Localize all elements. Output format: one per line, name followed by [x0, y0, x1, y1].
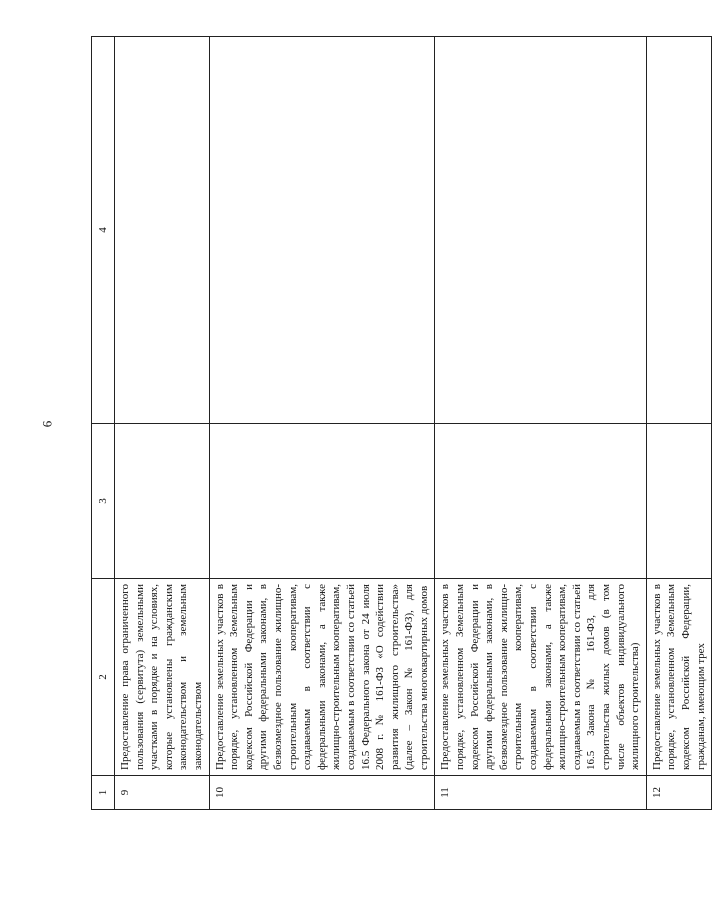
- header-col-2: 2: [92, 579, 115, 776]
- row-number: 10: [209, 776, 435, 810]
- cell-col-3: [646, 424, 711, 579]
- service-description: Предоставление земельных участков в порядке, установленном Земельным кодексом Российской Федерации и другими федеральными законами, в безвозмездное пользование жилищно-строительным кооперативам, создаваемым в соответствии с федеральными законами, а также жилищно-строительным кооперативам, создаваемым в соответствии со статьей 16.5 Федерального закона от 24 июля 2008 г. № 161-ФЗ «О содействии развития жилищного строительства» (далее – Закон № 161-ФЗ), для строительства многоквартирных домов: [209, 579, 435, 776]
- document-table-container: [91, 37, 707, 810]
- cell-col-3: [435, 424, 646, 579]
- row-number: 12: [646, 776, 711, 810]
- table-row: [115, 37, 210, 810]
- service-description: Предоставление земельных участков в порядке, установленном Земельным кодексом Российской Федерации и другими федеральными законами, в безвозмездное пользование жилищно-строительным кооперативам, создаваемым в соответствии с федеральными законами, а также жилищно-строительным кооперативам, создаваемым в соответствии со статьей 16.5 Закона № 161-ФЗ, для строительства жилых домов (в том числе объектов индивидуального жилищного строительства): [435, 579, 646, 776]
- cell-col-4: [209, 37, 435, 424]
- table-row: [209, 37, 435, 810]
- row-number: 9: [115, 776, 210, 810]
- cell-col-4: [646, 37, 711, 424]
- cell-col-4: [115, 37, 210, 424]
- rotated-table-frame: [91, 37, 707, 810]
- page-number: 6: [39, 420, 55, 428]
- table-row: [435, 37, 646, 810]
- row-number: 11: [435, 776, 646, 810]
- header-col-1: 1: [92, 776, 115, 810]
- table-header-row: [92, 37, 115, 810]
- services-table: [91, 36, 712, 810]
- cell-col-3: [209, 424, 435, 579]
- service-description: Предоставление земельных участков в порядке, установленном Земельным кодексом Российской Федерации, гражданам, имеющим трех: [646, 579, 711, 776]
- table-row: [646, 37, 711, 810]
- cell-col-4: [435, 37, 646, 424]
- service-description: Предоставление права ограниченного пользования (сервитута) земельными участками в порядке и на условиях, которые установлены гражданским законодательством и земельным законодательством: [115, 579, 210, 776]
- header-col-3: 3: [92, 424, 115, 579]
- cell-col-3: [115, 424, 210, 579]
- header-col-4: 4: [92, 37, 115, 424]
